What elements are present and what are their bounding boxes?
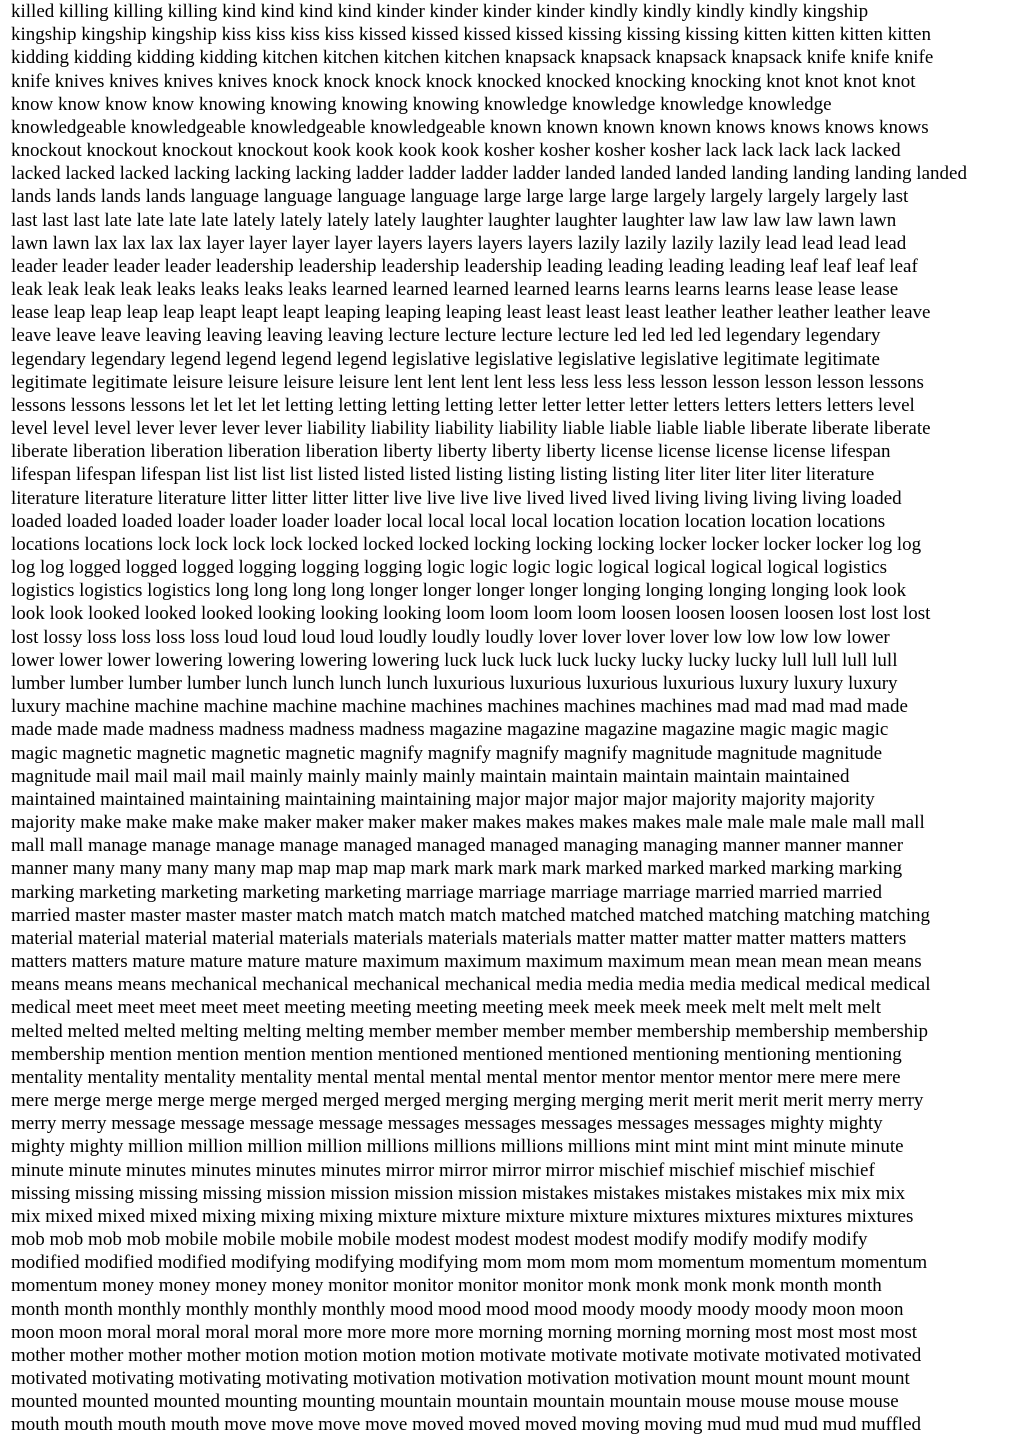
text-line: marking marketing marketing marketing marketing marriage marriage marriage marriage married married married [11,881,882,903]
text-line: lawn lawn lax lax lax lax layer layer layer layer layers layers layers layers lazily lazily lazily lazily lead lead lead lead [11,232,907,254]
text-line: locations locations lock lock lock lock locked locked locked locking locking locking locker locker locker locker log log [11,533,922,555]
text-line: loaded loaded loaded loader loader loader loader local local local local location location location location locations [11,510,886,532]
text-line: lacked lacked lacked lacking lacking lacking ladder ladder ladder ladder landed landed landed landing landing landing landed [11,163,967,185]
text-line: motivated motivating motivating motivating motivation motivation motivation motivation mount mount mount mount [11,1368,910,1390]
text-line: liberate liberation liberation liberation liberation liberty liberty liberty liberty license license license license lifespan [11,441,891,463]
text-line: magic magnetic magnetic magnetic magnetic magnify magnify magnify magnify magnitude magnitude magnitude [11,742,883,764]
text-line: mighty mighty million million million million millions millions millions millions mint mint mint mint minute minute [11,1136,904,1158]
text-line: manner many many many many map map map map mark mark mark mark marked marked marked marking marking [11,858,903,880]
text-line: mentality mentality mentality mentality mental mental mental mental mentor mentor mentor mentor mere mere mere [11,1066,901,1088]
text-line: level level level lever lever lever lever liability liability liability liability liable liable liable liable liberate liberate liberate [11,418,931,440]
text-line: modified modified modified modifying modifying modifying mom mom mom mom momentum momentum momentum [11,1252,928,1274]
text-line: means means means mechanical mechanical mechanical mechanical media media media media medical medical medical [11,974,931,996]
text-line: material material material material materials materials materials materials matter matter matter matter matters matters [11,927,907,949]
text-line: married master master master master match match match match matched matched matched matching matching matching [11,904,931,926]
text-line: mall mall manage manage manage manage managed managed managed managing managing manner manner manner [11,835,904,857]
text-line: kidding kidding kidding kidding kitchen kitchen kitchen kitchen knapsack knapsack knapsack knapsack knife knife knife [11,47,934,69]
text-line: mere merge merge merge merge merged merged merged merging merging merging merit merit merit merit merry merry [11,1090,924,1112]
text-line: minute minute minutes minutes minutes minutes mirror mirror mirror mirror mischief mischief mischief mischief [11,1159,875,1181]
text-line: knowledgeable knowledgeable knowledgeable knowledgeable known known known known knows knows knows knows [11,116,929,138]
text-line: magnitude mail mail mail mail mainly mainly mainly mainly maintain maintain maintain maintain maintained [11,765,850,787]
text-line: made made made madness madness madness madness magazine magazine magazine magazine magic magic magic [11,719,889,741]
text-line: lower lower lower lowering lowering lowering lowering luck luck luck luck lucky lucky lucky lucky lull lull lull lull [11,649,898,671]
text-line: legendary legendary legend legend legend legend legislative legislative legislative legislative legitimate legitimate [11,348,880,370]
text-line: mother mother mother mother motion motion motion motion motivate motivate motivate motivate motivated motivated [11,1344,922,1366]
text-line: luxury machine machine machine machine machine machines machines machines machines mad mad mad mad made [11,696,908,718]
text-line: knockout knockout knockout knockout kook kook kook kook kosher kosher kosher kosher lack lack lack lack lacked [11,140,901,162]
text-line: missing missing missing missing mission mission mission mission mistakes mistakes mistakes mistakes mix mix mix [11,1182,906,1204]
text-line: knife knives knives knives knives knock knock knock knock knocked knocked knocking knocking knot knot knot knot [11,70,916,92]
text-line: leave leave leave leaving leaving leaving leaving lecture lecture lecture lecture led led led led legendary legendary [11,325,881,347]
text-line: last last last late late late late lately lately lately lately laughter laughter laughter laughter law law law law lawn lawn [11,209,897,231]
text-line: mounted mounted mounted mounting mounting mountain mountain mountain mountain mouse mouse mouse mouse [11,1391,899,1413]
word-list-text [11,0,1015,1437]
text-line: kingship kingship kingship kiss kiss kiss kiss kissed kissed kissed kissed kissing kissing kissing kitten kitten kitten kitten [11,24,931,46]
text-line: lost lossy loss loss loss loss loud loud loud loud loudly loudly loudly lover lover lover lover low low low low lower [11,626,890,648]
text-line: matters matters mature mature mature mature maximum maximum maximum maximum mean mean mean mean means [11,951,922,973]
text-line: lessons lessons lessons let let let let letting letting letting letting letter letter letter letter letters letters letters letters level [11,394,915,416]
text-line: mob mob mob mob mobile mobile mobile mobile modest modest modest modest modify modify modify modify [11,1229,868,1251]
text-line: melted melted melted melting melting melting member member member member membership membership membership [11,1020,929,1042]
text-line: month month monthly monthly monthly monthly mood mood mood mood moody moody moody moody moon moon [11,1298,904,1320]
text-line: majority make make make make maker maker maker maker makes makes makes makes male male male male mall mall [11,812,925,834]
text-line: lumber lumber lumber lumber lunch lunch lunch lunch luxurious luxurious luxurious luxurious luxury luxury luxury [11,672,898,694]
text-line: log log logged logged logged logging logging logging logic logic logic logic logical logical logical logical logistics [11,557,887,579]
text-line: lifespan lifespan lifespan list list list list listed listed listed listing listing listing listing liter liter liter liter literature [11,464,875,486]
text-line: lease leap leap leap leap leapt leapt leapt leaping leaping leaping least least least least leather leather leather leather leave [11,302,931,324]
text-line: moon moon moral moral moral moral more more more more morning morning morning morning most most most most [11,1321,918,1343]
text-line: legitimate legitimate leisure leisure leisure leisure lent lent lent lent less less less less lesson lesson lesson lesson lessons [11,371,924,393]
text-line: medical meet meet meet meet meet meeting meeting meeting meeting meek meek meek meek melt melt melt melt [11,997,881,1019]
text-line: mouth mouth mouth mouth move move move move moved moved moved moving moving mud mud mud mud muffled [11,1414,921,1436]
text-line: literature literature literature litter litter litter litter live live live live lived lived lived living living living living loaded [11,487,902,509]
text-line: leader leader leader leader leadership leadership leadership leadership leading leading leading leading leaf leaf leaf leaf [11,255,918,277]
text-line: logistics logistics logistics long long long long longer longer longer longer longing longing longing longing look look [11,580,907,602]
text-line: mix mixed mixed mixed mixing mixing mixing mixture mixture mixture mixture mixtures mixtures mixtures mixtures [11,1205,914,1227]
text-line: leak leak leak leak leaks leaks leaks leaks learned learned learned learned learns learns learns learns lease lease lease [11,279,899,301]
text-line: look look looked looked looked looking looking looking loom loom loom loom loosen loosen loosen loosen lost lost lost [11,603,931,625]
text-line: membership mention mention mention mention mentioned mentioned mentioned mentioning mentioning mentioning [11,1043,902,1065]
text-line: maintained maintained maintaining maintaining maintaining major major major major majority majority majority [11,788,875,810]
text-line: lands lands lands lands language language language language large large large large largely largely largely largely last [11,186,909,208]
text-line: merry merry message message message message messages messages messages messages messages mighty mighty [11,1113,883,1135]
text-line: momentum money money money money monitor monitor monitor monitor monk monk monk monk month month [11,1275,882,1297]
text-line: know know know know knowing knowing knowing knowing knowledge knowledge knowledge knowledge [11,93,832,115]
text-line: killed killing killing killing kind kind kind kind kinder kinder kinder kinder kindly kindly kindly kindly kingship [11,1,869,22]
